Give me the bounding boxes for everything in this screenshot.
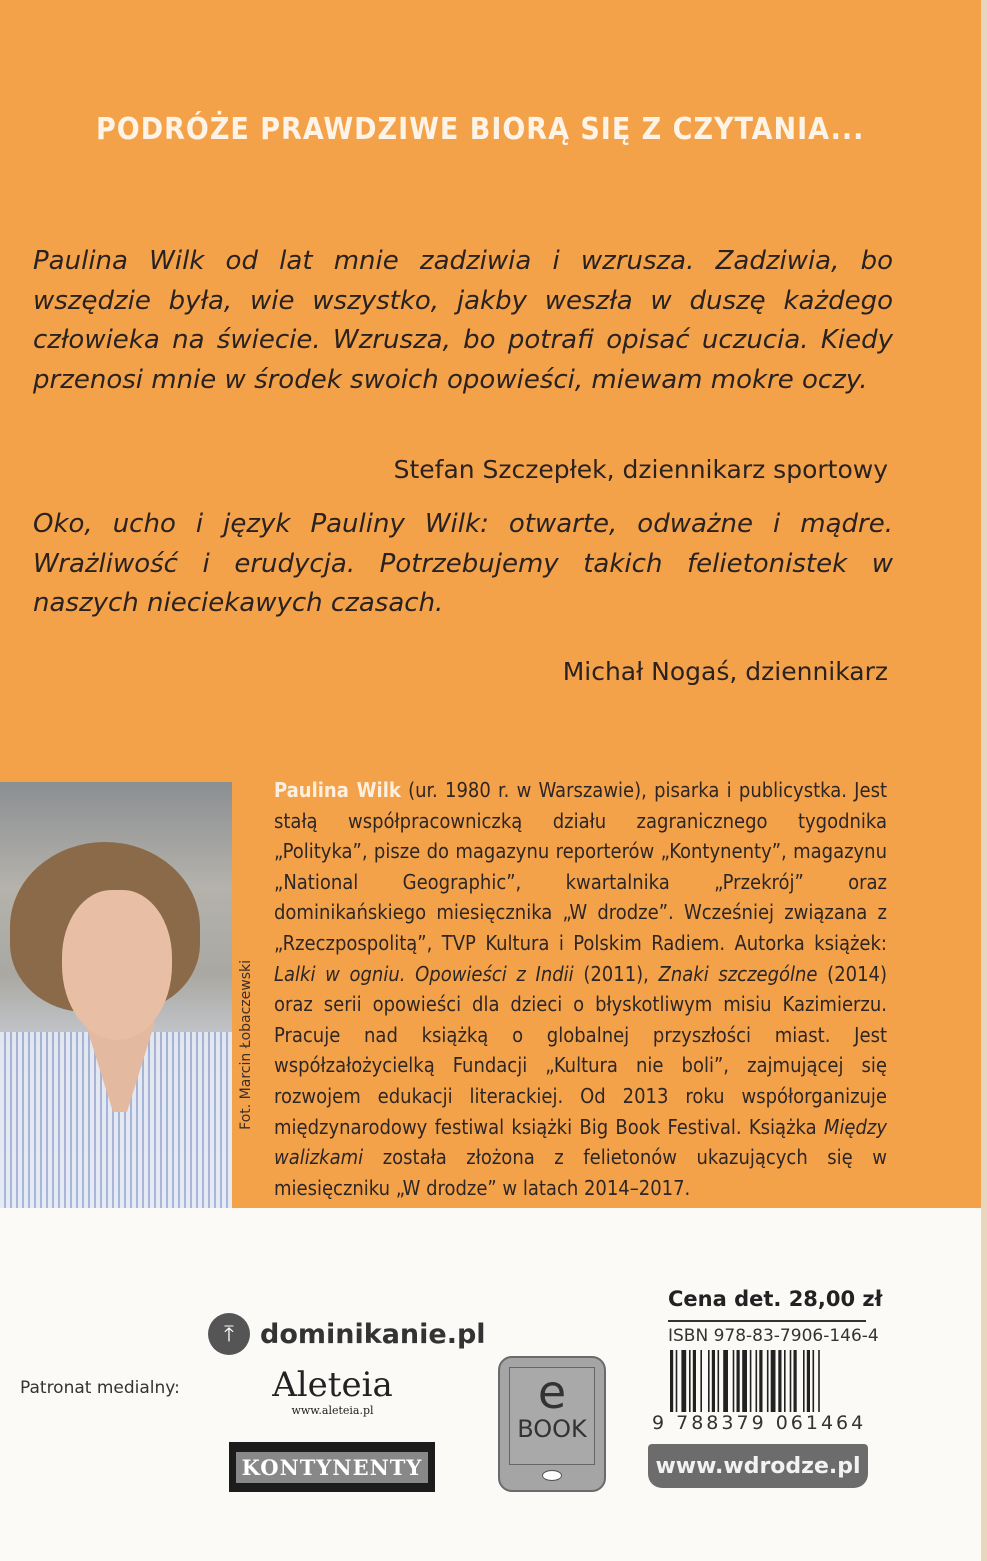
- barcode-bar: [807, 1350, 810, 1412]
- quote-attribution: Michał Nogaś, dziennikarz: [562, 657, 888, 686]
- aleteia-logo: [240, 1366, 425, 1417]
- barcode-bar: [794, 1350, 797, 1412]
- ebook-screen: [509, 1367, 595, 1465]
- barcode-bar: [712, 1350, 715, 1412]
- barcode-bar: [813, 1350, 815, 1412]
- barcode-bar: [767, 1350, 769, 1412]
- barcode-bar: [742, 1350, 747, 1412]
- barcode: [670, 1350, 865, 1412]
- barcode-bar: [756, 1350, 758, 1412]
- barcode-bar: [737, 1350, 740, 1412]
- aleteia-logo-text: Aleteia: [272, 1365, 393, 1405]
- bio-text: (ur. 1980 r. w Warszawie), pisarka i publicystka. Jest stałą współpracowniczką działu zagranicznego tygodnika „Polityka”, pisze do magazynu reporterów „Kontynenty”, magazynu „National Geographic”, kwartalnika „Przekrój” oraz dominikańskiego miesięcznika „W drodze”. Wcześniej związana z „Rzeczpospolitą”, TVP Kultura i Polskim Radiem. Autorka książek:: [274, 778, 887, 955]
- ebook-book: BOOK: [517, 1415, 587, 1443]
- bio-text: (2011),: [573, 961, 659, 986]
- book-title: Znaki szczególne: [658, 961, 818, 986]
- book-title: Lalki w ogniu. Opowieści z Indii: [274, 961, 574, 986]
- barcode-bar: [790, 1350, 792, 1412]
- quote-text: Oko, ucho i język Pauliny Wilk: otwarte, odważne i mądre. Wrażliwość i erudycja. Potrzebujemy takich felietonistek w naszych nieciekawych czasach.: [33, 509, 893, 618]
- barcode-bar: [681, 1350, 686, 1412]
- website-badge: www.wdrodze.pl: [648, 1444, 868, 1488]
- cover-edge: [981, 0, 987, 1561]
- isbn: ISBN 978-83-7906-146-4: [668, 1326, 879, 1346]
- kontynenty-logo-text: KONTYNENTY: [236, 1452, 429, 1483]
- barcode-bar: [784, 1350, 786, 1412]
- kontynenty-logo: [229, 1442, 435, 1492]
- ebook-icon: [498, 1356, 606, 1492]
- photo-credit-text: Fot. Marcin Łobaczewski: [238, 960, 254, 1130]
- barcode-bar: [750, 1350, 752, 1412]
- patronat-label: Patronat medialny:: [20, 1378, 180, 1398]
- barcode-bar: [670, 1350, 673, 1412]
- photo-credit: [232, 960, 262, 1170]
- dominikanie-icon: ⤒: [208, 1313, 250, 1355]
- barcode-bar: [733, 1350, 735, 1412]
- dominikanie-logo: [208, 1313, 486, 1355]
- quote-text: Paulina Wilk od lat mnie zadziwia i wzrusza. Zadziwia, bo wszędzie była, wie wszystko, jakby weszła w duszę każdego człowieka na świecie. Wzrusza, bo potrafi opisać uczucia. Kiedy przenosi mnie w środek swoich opowieści, miewam mokre oczy.: [33, 246, 893, 395]
- price: Cena det. 28,00 zł: [668, 1287, 883, 1311]
- face: [62, 890, 172, 1040]
- book-title: Między walizkami: [274, 1114, 887, 1170]
- barcode-bar: [778, 1350, 781, 1412]
- ebook-e: e: [537, 1365, 567, 1419]
- author-photo: [0, 782, 232, 1208]
- price-divider: [668, 1320, 866, 1322]
- barcode-bar: [708, 1350, 710, 1412]
- barcode-bar: [723, 1350, 728, 1412]
- barcode-bar: [759, 1350, 762, 1412]
- barcode-bar: [803, 1350, 805, 1412]
- bio-text: (2014) oraz serii opowieści dla dzieci o błyskotliwym misiu Kazimierzu. Pracuje nad książką o globalnej przyszłości miast. Jest współzałożycielką Fundacji „Kultura nie boli”, zajmującej się rozwojem edukacji literackiej. Od 2013 roku współorganizuje międzynarodowy festiwal książki Big Book Festival. Książka: [274, 961, 887, 1139]
- bio-name: Paulina Wilk: [274, 778, 401, 802]
- barcode-bar: [771, 1350, 776, 1412]
- author-bio: [274, 775, 887, 1203]
- ebook-home-button: [542, 1470, 562, 1481]
- barcode-bar: [693, 1350, 696, 1412]
- quote-attribution: Stefan Szczepłek, dziennikarz sportowy: [393, 455, 888, 484]
- barcode-bar: [718, 1350, 720, 1412]
- bio-text: została złożona z felietonów ukazujących się w miesięczniku „W drodze” w latach 2014–2017.: [274, 1145, 887, 1200]
- barcode-number: 9 788379 061464: [652, 1412, 867, 1434]
- barcode-bar: [700, 1350, 702, 1412]
- headline: PODRÓŻE PRAWDZIWE BIORĄ SIĘ Z CZYTANIA...: [96, 112, 865, 147]
- barcode-bar: [676, 1350, 678, 1412]
- barcode-bar: [818, 1350, 820, 1412]
- dominikanie-text: dominikanie.pl: [260, 1318, 486, 1350]
- aleteia-url: www.aleteia.pl: [291, 1404, 374, 1417]
- barcode-bar: [689, 1350, 691, 1412]
